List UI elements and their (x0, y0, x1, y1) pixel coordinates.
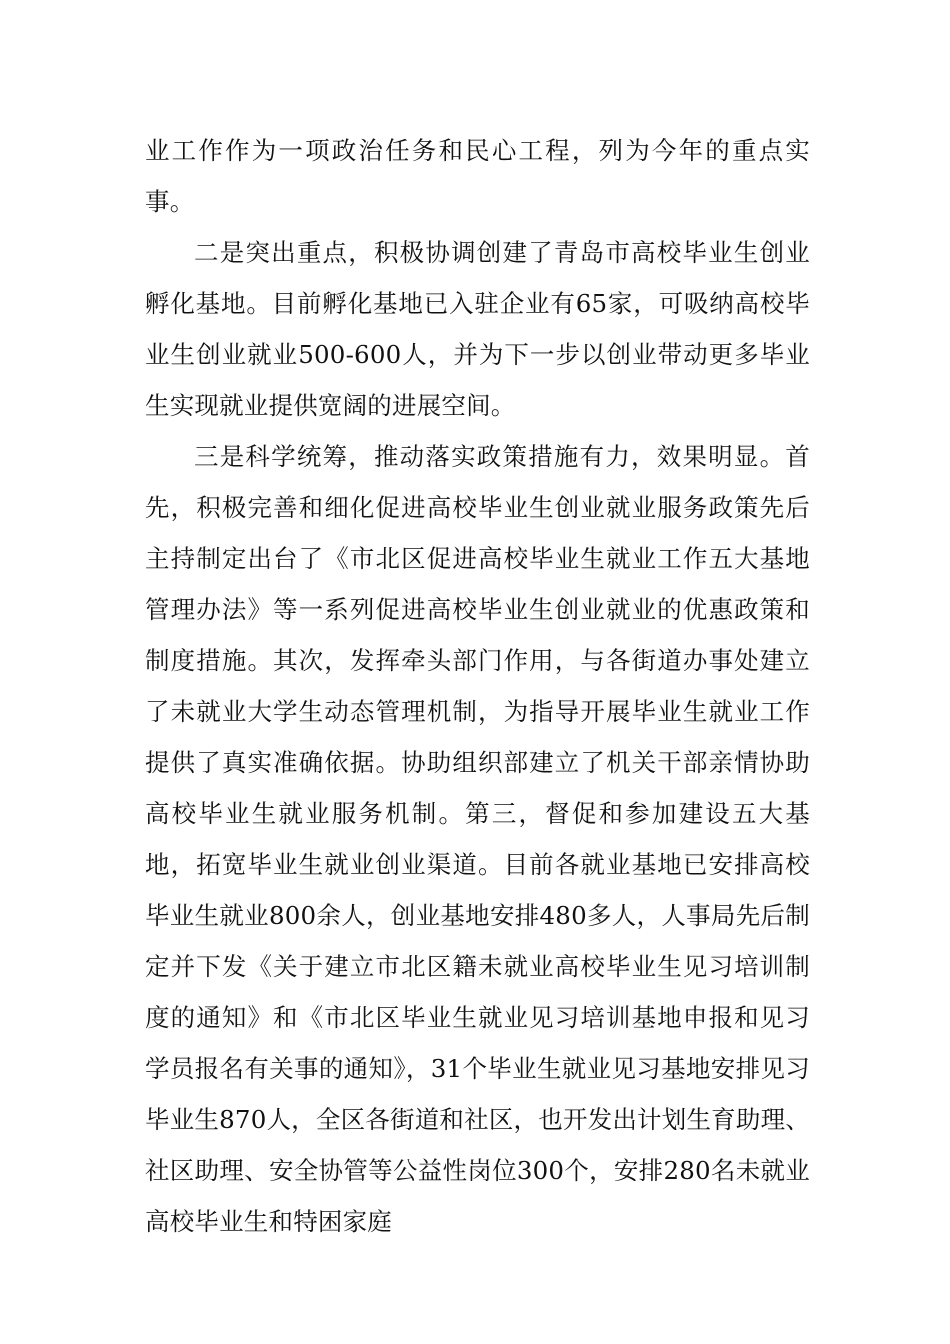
paragraph-continuation: 业工作作为一项政治任务和民心工程，列为今年的重点实事。 (145, 136, 810, 216)
paragraph-policy-measures: 三是科学统筹，推动落实政策措施有力，效果明显。首先，积极完善和细化促进高校毕业生创业就业服务政策先后主持制定出台了《市北区促进高校毕业生就业工作五大基地管理办法》等一系列促进高校毕业生创业就业的优惠政策和制度措施。其次，发挥牵头部门作用，与各街道办事处建立了未就业大学生动态管理机制，为指导开展毕业生就业工作提供了真实准确依据。协助组织部建立了机关干部亲情协助高校毕业生就业服务机制。第三，督促和参加建设五大基地，拓宽毕业生就业创业渠道。目前各就业基地已安排高校毕业生就业800余人，创业基地安排480多人，人事局先后制定并下发《关于建立市北区籍未就业高校毕业生见习培训制度的通知》和《市北区毕业生就业见习培训基地申报和见习学员报名有关事的通知》，31个毕业生就业见习基地安排见习毕业生870人，全区各街道和社区，也开发出计划生育助理、社区助理、安全协管等公益性岗位300个，安排280名未就业高校毕业生和特困家庭 (145, 442, 810, 1236)
paragraph-incubation-base: 二是突出重点，积极协调创建了青岛市高校毕业生创业孵化基地。目前孵化基地已入驻企业有65家，可吸纳高校毕业生创业就业500-600人，并为下一步以创业带动更多毕业生实现就业提供宽阔的进展空间。 (145, 238, 810, 420)
document-body (145, 125, 810, 1247)
